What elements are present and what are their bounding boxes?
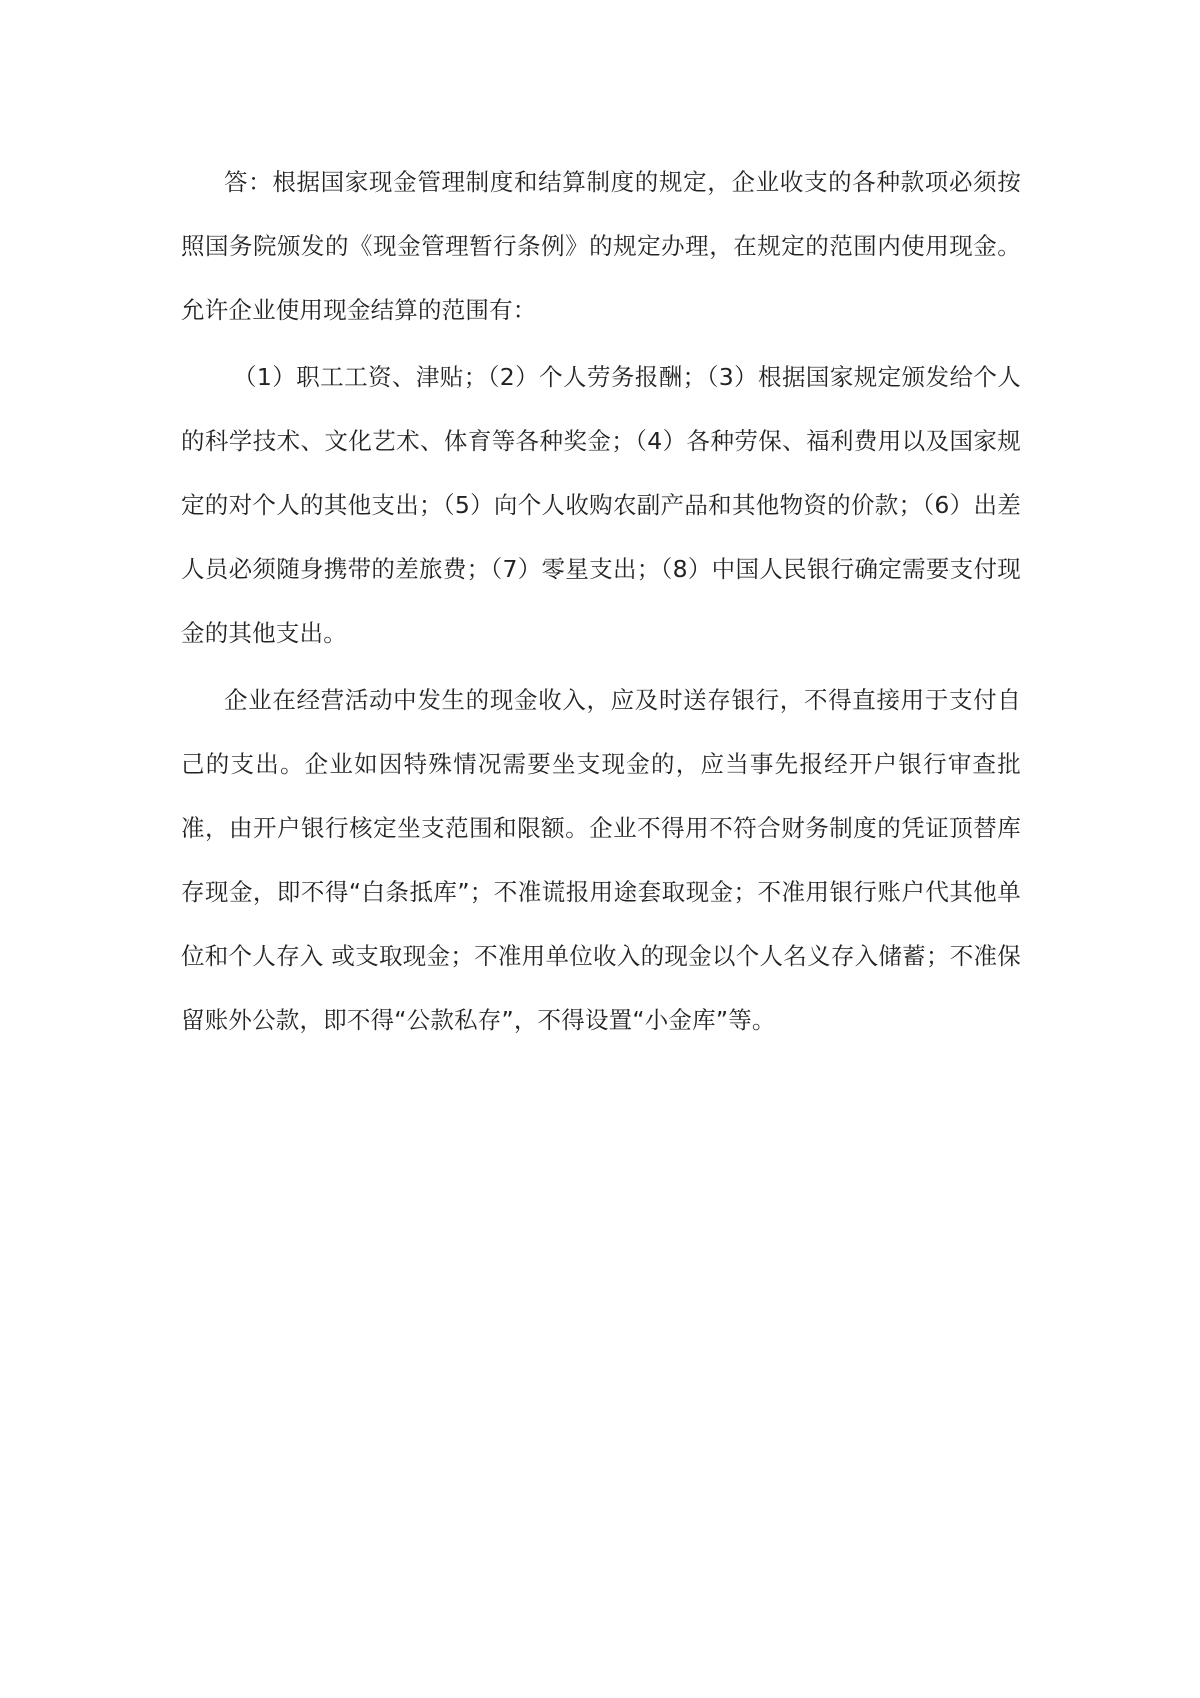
document-body — [181, 150, 1021, 1052]
cash-scope-list-paragraph: （1）职工工资、津贴；（2）个人劳务报酬；（3）根据国家规定颁发给个人的科学技术、文化艺术、体育等各种奖金；（4）各种劳保、福利费用以及国家规定的对个人的其他支出；（5）向个人收购农副产品和其他物资的价款；（6）出差人员必须随身携带的差旅费；（7）零星支出；（8）中国人民银行确定需要支付现金的其他支出。 — [181, 363, 1021, 647]
cash-rules-paragraph: 企业在经营活动中发生的现金收入，应及时送存银行，不得直接用于支付自己的支出。企业如因特殊情况需要坐支现金的，应当事先报经开户银行审查批准，由开户银行核定坐支范围和限额。企业不得用不符合财务制度的凭证顶替库存现金，即不得“白条抵库”；不准谎报用途套取现金；不准用银行账户代其他单位和个人存入 或支取现金；不准用单位收入的现金以个人名义存入储蓄；不准保留账外公款，即不得“公款私存”，不得设置“小金库”等。 — [181, 686, 1021, 1034]
answer-paragraph: 答：根据国家现金管理制度和结算制度的规定，企业收支的各种款项必须按照国务院颁发的《现金管理暂行条例》的规定办理，在规定的范围内使用现金。允许企业使用现金结算的范围有： — [181, 168, 1021, 324]
